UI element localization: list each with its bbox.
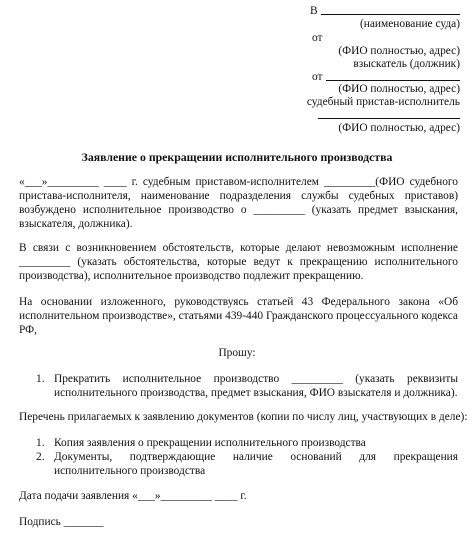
bailiff-caption-1: (ФИО полностью, адрес) [338, 83, 460, 95]
list-item [19, 436, 458, 450]
document-title: Заявление о прекращении исполнительного производства [81, 150, 393, 164]
request-list [19, 372, 458, 400]
list-item-line: Копия заявления о прекращении исполнительного производства [54, 437, 366, 449]
list-item-number: 1. [36, 373, 45, 385]
signature-text: Подпись _______ [19, 516, 104, 528]
list-item-number: 2. [36, 451, 45, 463]
list-item-number: 1. [36, 437, 45, 449]
submission-date-line [19, 489, 458, 503]
intro-line: возбуждено исполнительное производство о _________ (указать предмет взыскания, [19, 204, 458, 216]
attachments-heading [19, 410, 468, 424]
circumstances-line: _________ (указать обстоятельства, которые ведут к прекращению исполнительного [19, 256, 458, 268]
bailiff-name-line [326, 80, 460, 81]
intro-line: пристава-исполнителя, наименование подразделения службы судебных приставов) [19, 190, 458, 202]
bailiff-caption-3: (ФИО полностью, адрес) [338, 122, 460, 134]
attachments-list [19, 436, 458, 478]
claimant-caption-1: (ФИО полностью, адрес) [338, 45, 460, 57]
basis-line: На основании изложенного, руководствуясь статьей 43 Федерального закона «Об [19, 296, 458, 308]
circumstances-line: производства), исполнительное производство подлежит прекращению. [19, 270, 364, 282]
basis-line: исполнительном производстве», статьями 439-440 Гражданского процессуального кодекса [19, 310, 458, 322]
list-item-line: исполнительного производства [54, 465, 206, 477]
from-label-claimant: от [312, 32, 323, 44]
court-caption: (наименование суда) [359, 18, 460, 30]
submission-date-text: Дата подачи заявления «___»_________ ____ г. [19, 490, 247, 502]
list-item-line: исполнительного производства, предмет взыскания, ФИО взыскателя и должника). [54, 387, 458, 399]
list-item [19, 450, 458, 478]
request-heading: Прошу: [218, 347, 256, 359]
circumstances-line: В связи с возникновением обстоятельств, которые делают невозможным исполнение [19, 242, 458, 254]
from-label-bailiff: от [312, 71, 323, 83]
bailiff-caption-2: судебный пристав-исполнитель [306, 96, 460, 108]
list-item [19, 372, 458, 400]
claimant-caption-2: взыскатель (должник) [353, 58, 460, 70]
attachments-heading-text: Перечень прилагаемых к заявлению документов (копии по числу лиц, участвующих в деле): [19, 411, 468, 423]
list-item-line: Прекратить исполнительное производство _________ (указать реквизиты [54, 373, 458, 385]
bailiff-address-line [318, 118, 460, 119]
intro-line: взыскателя, должника). [19, 218, 133, 230]
list-item-line: Документы, подтверждающие наличие оснований для прекращения [54, 451, 458, 463]
to-prefix: В [310, 5, 318, 17]
intro-line: «___»_________ ____ г. судебным приставом-исполнителем _________(ФИО судебного [19, 176, 458, 188]
circumstances-paragraph [19, 241, 458, 283]
court-name-line [321, 14, 460, 15]
intro-paragraph [19, 175, 458, 231]
signature-line [19, 515, 458, 529]
basis-paragraph [19, 295, 458, 337]
basis-line: РФ, [19, 324, 37, 336]
